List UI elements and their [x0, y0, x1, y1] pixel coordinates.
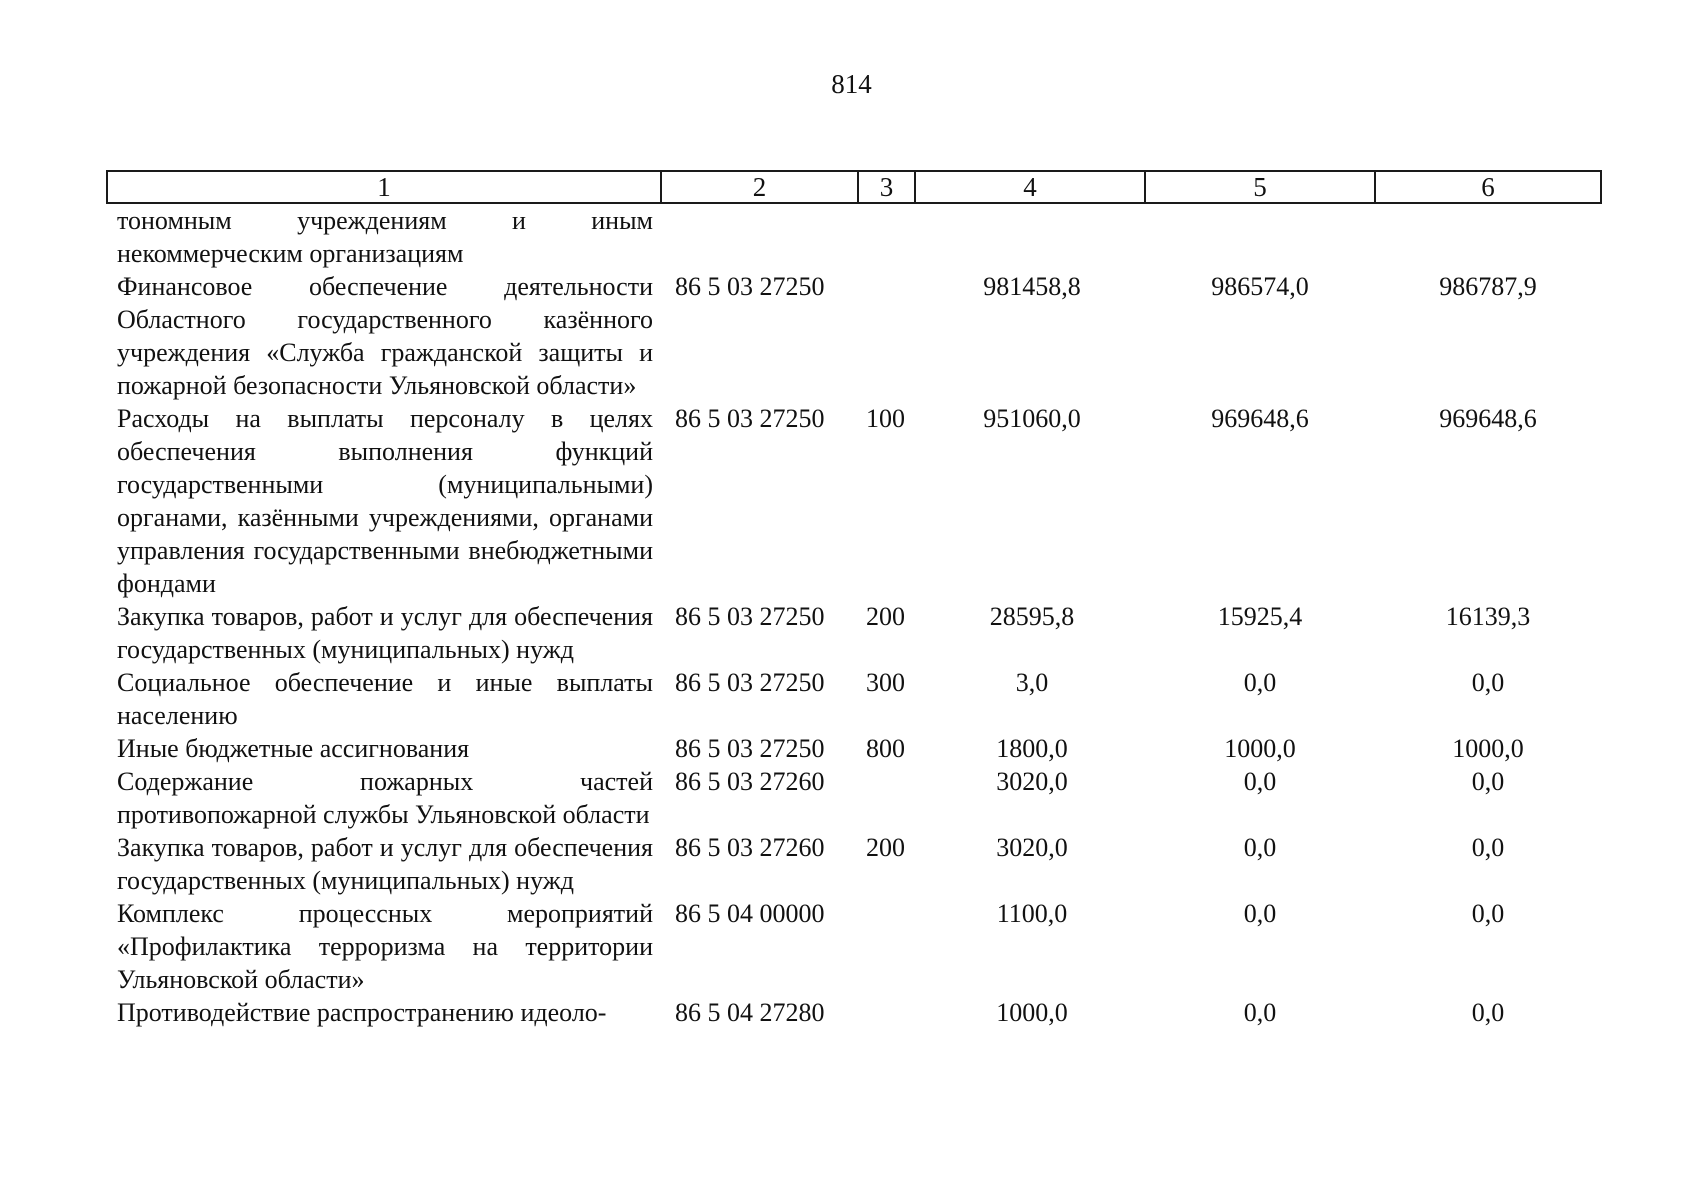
row-value-6: 986787,9	[1439, 272, 1537, 301]
table-row	[107, 897, 1601, 996]
row-value-6: 1000,0	[1452, 734, 1524, 763]
row-name: тономным учреждениям и иным некоммерческим организациям	[117, 206, 653, 268]
row-value-5: 969648,6	[1211, 404, 1309, 433]
table-row	[107, 270, 1601, 402]
row-expense-type	[858, 270, 915, 402]
row-expense-type	[858, 996, 915, 1029]
table-row	[107, 402, 1601, 600]
row-value-5: 986574,0	[1211, 272, 1309, 301]
row-value-4: 3,0	[1015, 668, 1049, 697]
row-value-5: 0,0	[1243, 833, 1277, 862]
row-expense-type	[858, 765, 915, 831]
table-row	[107, 600, 1601, 666]
row-value-5: 0,0	[1243, 998, 1277, 1027]
row-code: 86 5 04 27280	[675, 998, 825, 1027]
row-name: Противодействие распространению идеоло-	[117, 998, 607, 1027]
row-name: Закупка товаров, работ и услуг для обеспечения государственных (муниципальных) нужд	[117, 833, 653, 895]
row-code: 86 5 03 27260	[675, 833, 825, 862]
row-value-4: 1800,0	[996, 734, 1068, 763]
row-value-5: 1000,0	[1224, 734, 1296, 763]
row-value-5: 0,0	[1243, 668, 1277, 697]
row-value-5: 15925,4	[1217, 602, 1303, 631]
row-value-6: 969648,6	[1439, 404, 1537, 433]
row-value-6: 0,0	[1471, 833, 1505, 862]
row-value-4: 1000,0	[996, 998, 1068, 1027]
row-code: 86 5 03 27250	[675, 602, 825, 631]
row-name: Иные бюджетные ассигнования	[117, 734, 470, 763]
row-value-5	[1145, 203, 1375, 270]
row-code: 86 5 03 27260	[675, 767, 825, 796]
row-value-6: 0,0	[1471, 668, 1505, 697]
table-row	[107, 996, 1601, 1029]
row-value-5: 0,0	[1243, 899, 1277, 928]
row-code: 86 5 03 27250	[675, 272, 825, 301]
row-name: Содержание пожарных частей противопожарной службы Ульяновской области	[117, 767, 653, 829]
row-value-4: 3020,0	[996, 833, 1068, 862]
column-header-3: 3	[858, 171, 915, 203]
row-value-6: 0,0	[1471, 998, 1505, 1027]
row-value-4: 3020,0	[996, 767, 1068, 796]
table-row	[107, 666, 1601, 732]
row-expense-type: 200	[866, 833, 905, 862]
row-code	[661, 203, 858, 270]
table-row	[107, 203, 1601, 270]
row-value-4: 28595,8	[989, 602, 1075, 631]
column-header-6: 6	[1375, 171, 1601, 203]
column-header-5: 5	[1145, 171, 1375, 203]
row-code: 86 5 03 27250	[675, 404, 825, 433]
budget-table	[106, 170, 1602, 1029]
row-value-6: 0,0	[1471, 767, 1505, 796]
row-value-4	[915, 203, 1145, 270]
row-expense-type: 100	[866, 404, 905, 433]
row-name: Расходы на выплаты персоналу в целях обеспечения выполнения функций государственными (муниципальными) органами, казёнными учреждениями, органами управления государственными внебюджетными фондами	[117, 404, 653, 598]
row-name: Комплекс процессных мероприятий «Профилактика терроризма на территории Ульяновской области»	[117, 899, 653, 994]
row-code: 86 5 03 27250	[675, 734, 825, 763]
row-value-6	[1375, 203, 1601, 270]
row-expense-type	[858, 203, 915, 270]
row-value-6: 0,0	[1471, 899, 1505, 928]
table-row	[107, 732, 1601, 765]
row-value-6: 16139,3	[1445, 602, 1531, 631]
table-row	[107, 831, 1601, 897]
row-name: Закупка товаров, работ и услуг для обеспечения государственных (муниципальных) нужд	[117, 602, 653, 664]
column-header-1: 1	[107, 171, 661, 203]
row-expense-type: 300	[866, 668, 905, 697]
row-name: Финансовое обеспечение деятельности Областного государственного казённого учреждения «Служба гражданской защиты и пожарной безопасности Ульяновской области»	[117, 272, 653, 400]
row-value-4: 981458,8	[983, 272, 1081, 301]
row-expense-type	[858, 897, 915, 996]
row-code: 86 5 04 00000	[675, 899, 825, 928]
row-name: Социальное обеспечение и иные выплаты населению	[117, 668, 653, 730]
row-code: 86 5 03 27250	[675, 668, 825, 697]
page-number: 814	[831, 69, 872, 99]
column-header-2: 2	[661, 171, 858, 203]
row-expense-type: 800	[866, 734, 905, 763]
row-value-5: 0,0	[1243, 767, 1277, 796]
row-value-4: 1100,0	[996, 899, 1068, 928]
table-row	[107, 765, 1601, 831]
column-header-4: 4	[915, 171, 1145, 203]
row-value-4: 951060,0	[983, 404, 1081, 433]
row-expense-type: 200	[866, 602, 905, 631]
table-header-row	[107, 171, 1601, 203]
